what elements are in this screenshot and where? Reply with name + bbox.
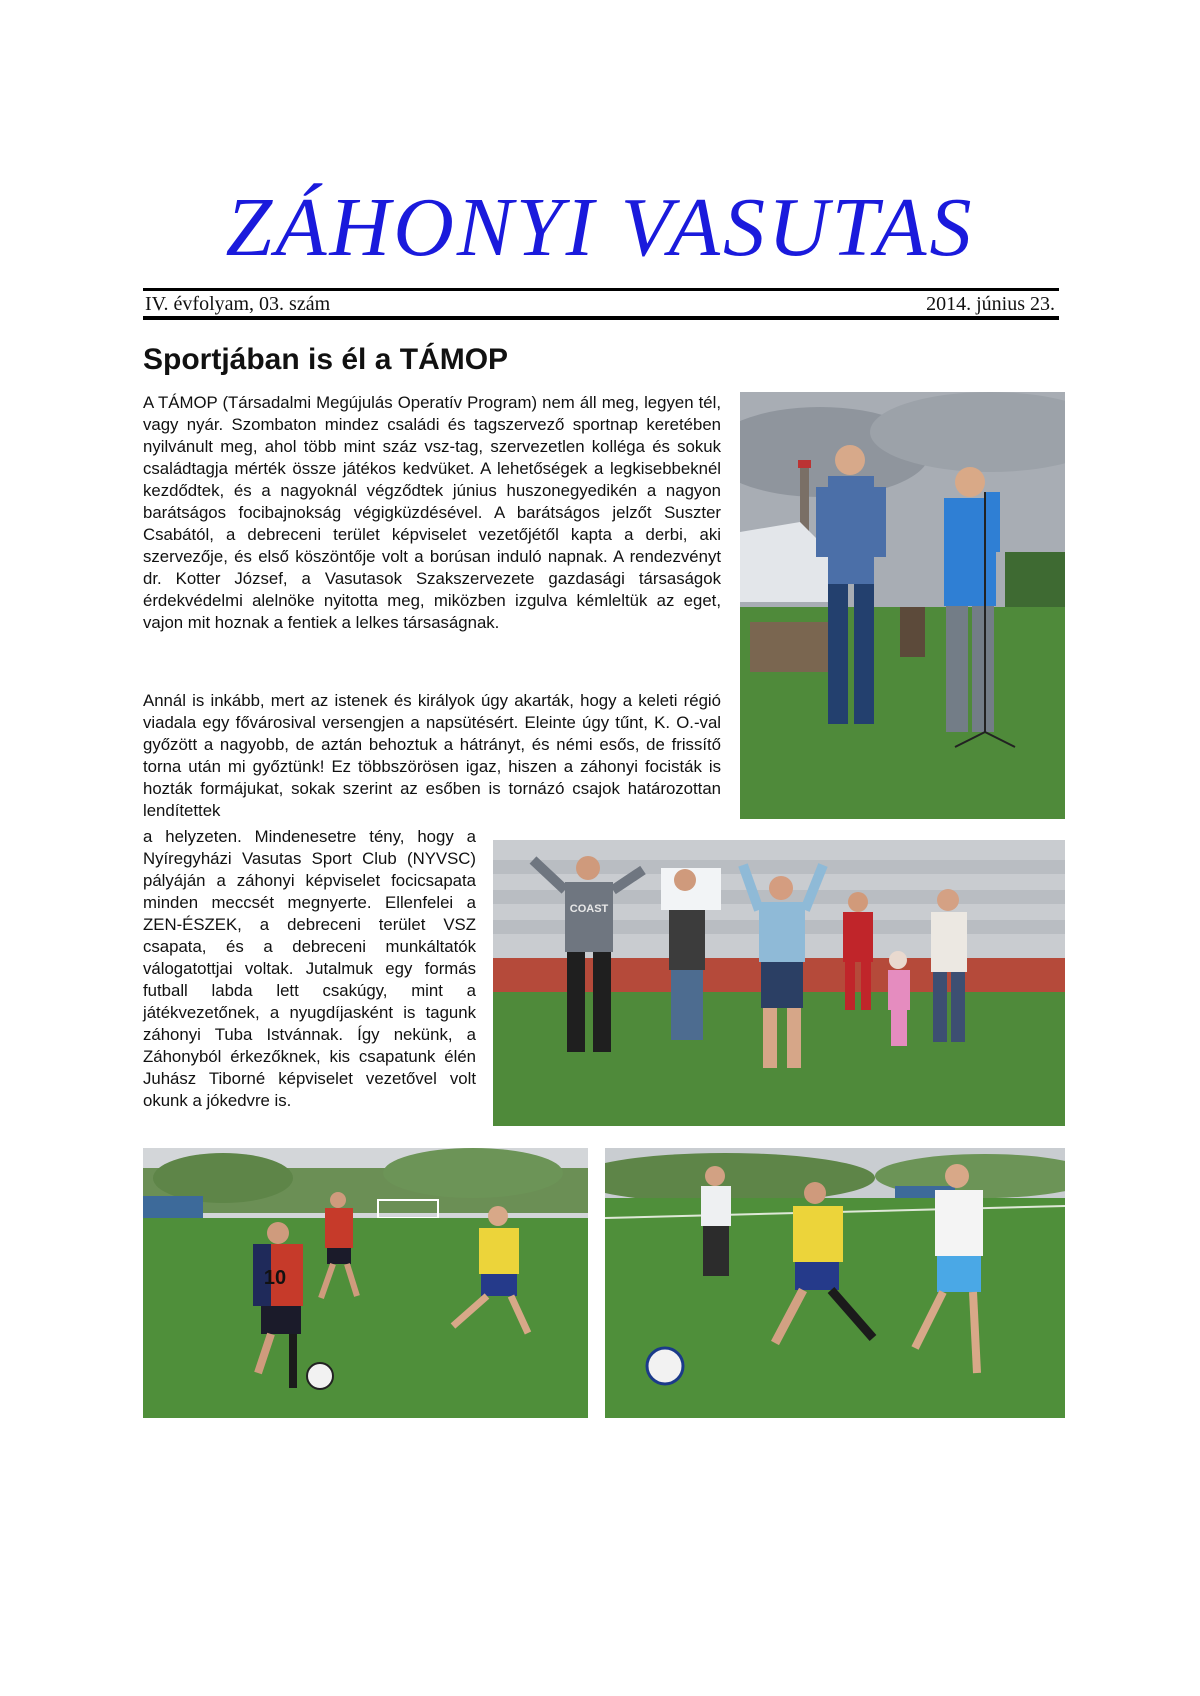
photo-football-match-right — [605, 1148, 1065, 1418]
masthead-rule-top — [143, 288, 1059, 291]
issue-date: 2014. június 23. — [926, 293, 1055, 315]
article-paragraph: a helyzeten. Mindenesetre tény, hogy a Nyíregyházi Vasutas Sport Club (NYVSC) pályáján a záhonyi képviselet focicsapata minden meccsét megnyerte. Ellenfelei a ZEN-ÉSZEK, a debreceni terület VSZ csapata, és a debreceni munkáltatók válogatottjai voltak. Jutalmuk egy formás futball labda lett csakúgy, mint a játékvezetőnek, a nyugdíjasként is tagunk záhonyi Tuba Istvánnak. Így nekünk, a Záhonyból érkezőknek, kis csapatunk élén Juhász Tiborné képviselet vezetővel volt okunk a jókedvre is. — [143, 827, 476, 1110]
article-paragraph: A TÁMOP (Társadalmi Megújulás Operatív Program) nem áll meg, legyen tél, vagy nyár. Szombaton mindez családi és tagszervező sportnap keretében nyilvánult meg, ahol több mint száz vsz-tag, szervezetlen kolléga és sokuk családtagja mérték össze játékos kedvüket. A lehetőségek a legkisebbeknél kezdődtek, és a nagyoknál végződtek június huszonegyedikén a nagyon barátságos focibajnokság végigküzdésével. A barátságos jelzőt Suszter Csabától, a debreceni terület képviselet vezetőjétől kapta a derbi, aki szervezője, és első köszöntője volt a borúsan induló napnak. A rendezvényt dr. Kotter József, a Vasutasok Szakszervezete gazdasági társaságok érdekvédelmi alelnöke nyitotta meg, miközben izgulva kémleltük az eget, vajon mit hoznak a fentiek a lelkes társaságnak. — [143, 393, 721, 632]
masthead-title: ZÁHONYI VASUTAS — [225, 181, 975, 274]
photo-speakers — [740, 392, 1065, 819]
photo-football-match-left — [143, 1148, 588, 1418]
jersey-number-text: 10 — [263, 1267, 287, 1289]
issue-volume: IV. évfolyam, 03. szám — [145, 293, 331, 315]
article-paragraph: Annál is inkább, mert az istenek és királyok úgy akarták, hogy a keleti régió viadala egy fővárosival versengjen a napsütésért. Eleinte úgy tűnt, K. O.-val győzött a nagyobb, de aztán behoztuk a hátrányt, és némi esős, de frissítő torna után mi győztünk! Ez többszörösen igaz, hiszen a záhonyi focisták is hozták formájukat, sokak szerint az esőben is tornázó csajok határozottan lendítettek — [143, 691, 721, 820]
masthead-rule-bottom — [143, 316, 1059, 320]
photo-exercising — [493, 840, 1065, 1126]
article-headline: Sportjában is él a TÁMOP — [143, 343, 509, 376]
shirt-print-text: COAST — [569, 903, 609, 915]
